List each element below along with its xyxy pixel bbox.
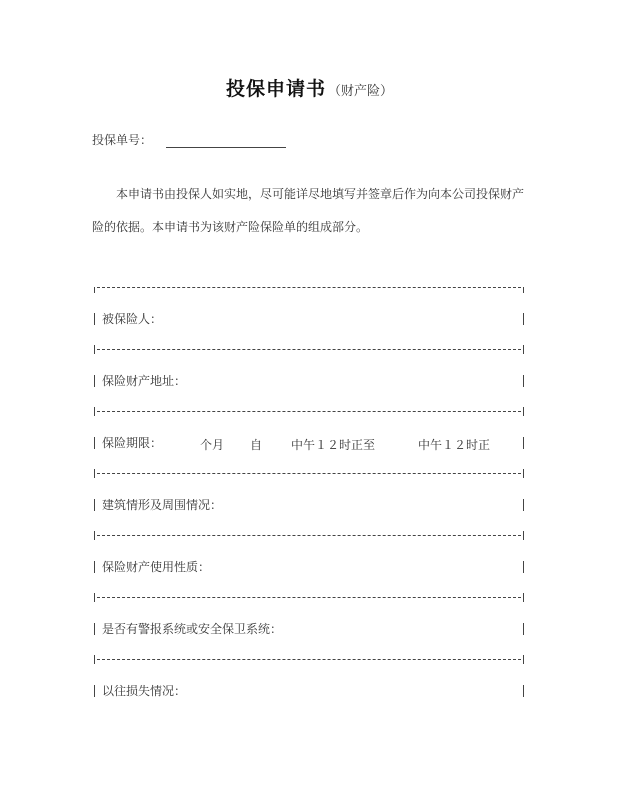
period-months: 个月: [200, 438, 225, 452]
row-divider: [94, 468, 524, 478]
table-top-border: [94, 282, 524, 292]
field-row-property-usage[interactable]: [94, 540, 524, 592]
row-divider: [94, 654, 524, 664]
period-noon-end: 中午１２时正: [418, 438, 491, 452]
field-label-insurance-period: 保险期限：: [102, 435, 163, 450]
field-row-alarm-system[interactable]: [94, 602, 524, 654]
intro-paragraph: [92, 178, 532, 244]
field-row-insured[interactable]: [94, 292, 524, 344]
document-title: [0, 74, 619, 101]
field-row-building-situation[interactable]: [94, 478, 524, 530]
row-divider: [94, 344, 524, 354]
title-main: 投保申请书: [225, 78, 326, 100]
application-form-table: [94, 282, 524, 716]
field-label-property-usage: 保险财产使用性质：: [102, 559, 211, 574]
row-divider: [94, 592, 524, 602]
row-divider: [94, 406, 524, 416]
field-row-insurance-period[interactable]: [94, 416, 524, 468]
field-label-property-address: 保险财产地址：: [102, 373, 187, 388]
policy-number-label: 投保单号：: [92, 133, 153, 147]
field-label-loss-history: 以往损失情况：: [102, 683, 187, 698]
field-label-insured: 被保险人：: [102, 311, 163, 326]
field-row-property-address[interactable]: [94, 354, 524, 406]
policy-number-field[interactable]: [166, 135, 286, 148]
period-noon-start: 中午１２时正至: [291, 438, 376, 452]
row-divider: [94, 530, 524, 540]
intro-line-1: 本申请书由投保人如实地，尽可能详尽地填写并签章后作为向本公司投保财产: [116, 187, 525, 201]
title-subtitle: （财产险）: [328, 84, 394, 99]
field-label-alarm-system: 是否有警报系统或安全保卫系统：: [102, 621, 283, 636]
intro-line-2: 险的依据。本申请书为该财产险保险单的组成部分。: [92, 220, 369, 234]
period-from: 自: [250, 438, 263, 452]
policy-number-row: [92, 131, 286, 148]
field-row-loss-history[interactable]: [94, 664, 524, 716]
field-label-building-situation: 建筑情形及周围情况：: [102, 497, 223, 512]
